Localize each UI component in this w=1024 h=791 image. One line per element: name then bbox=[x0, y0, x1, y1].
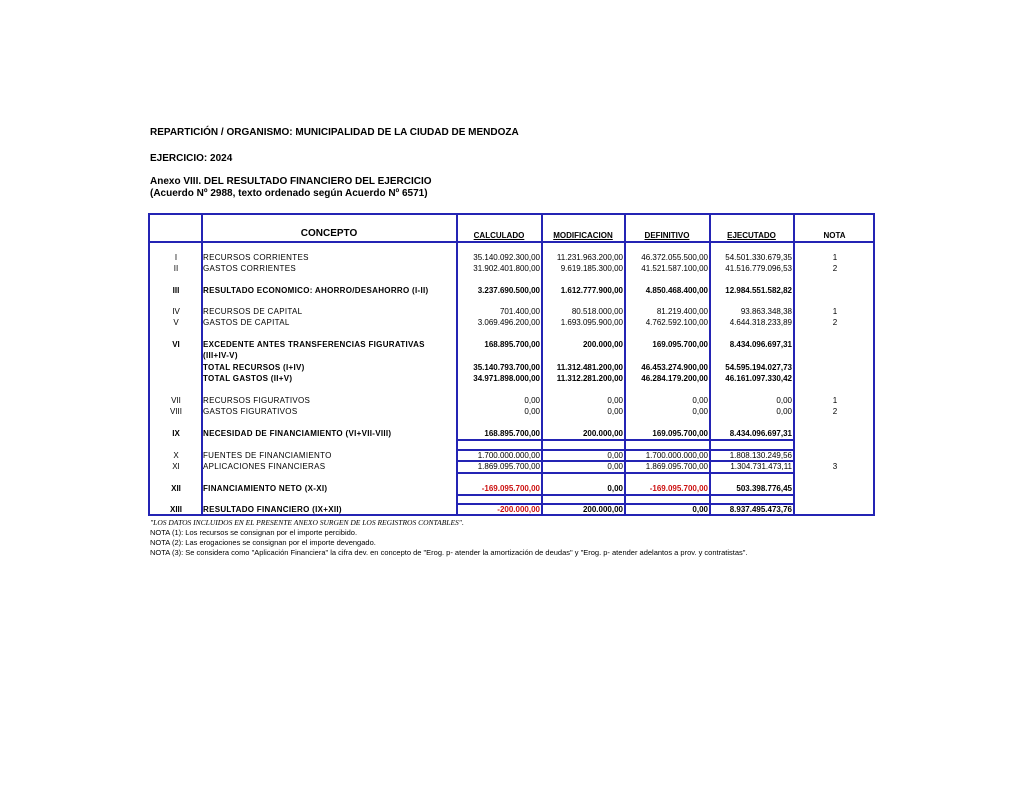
cell-border bbox=[710, 460, 793, 462]
cell-border bbox=[710, 514, 793, 516]
cell-def: -169.095.700,00 bbox=[649, 484, 708, 493]
nota-2: NOTA (2): Las erogaciones se consignan por el importe devengado. bbox=[150, 538, 376, 547]
cell-calc: 0,00 bbox=[524, 396, 540, 405]
row-numeral: IX bbox=[172, 429, 180, 438]
cell-def: 1.700.000.000,00 bbox=[645, 451, 708, 460]
cell-calc: 0,00 bbox=[524, 407, 540, 416]
modificacion-header: MODIFICACION bbox=[553, 231, 613, 240]
table-row bbox=[150, 374, 873, 386]
table-row bbox=[150, 351, 873, 363]
cell-border bbox=[710, 494, 793, 496]
cell-def: 169.095.700,00 bbox=[652, 429, 708, 438]
row-concept: FINANCIAMIENTO NETO (X-XI) bbox=[203, 484, 328, 493]
cell-mod: 200.000,00 bbox=[582, 505, 623, 514]
row-numeral: X bbox=[173, 451, 179, 460]
nota-1: NOTA (1): Los recursos se consignan por el importe percibido. bbox=[150, 528, 358, 537]
cell-def: 0,00 bbox=[692, 407, 708, 416]
cell-eje: 4.644.318.233,89 bbox=[729, 318, 792, 327]
cell-border bbox=[625, 514, 709, 516]
cell-border bbox=[457, 439, 541, 441]
cell-eje: 0,00 bbox=[776, 407, 792, 416]
row-numeral: V bbox=[173, 318, 179, 327]
cell-border bbox=[625, 472, 709, 474]
definitivo-header: DEFINITIVO bbox=[644, 231, 690, 240]
calculado-header: CALCULADO bbox=[473, 231, 525, 240]
cell-border bbox=[625, 460, 709, 462]
cell-calc: 35.140.793.700,00 bbox=[473, 363, 540, 372]
cell-border bbox=[542, 439, 624, 441]
cell-border bbox=[457, 460, 541, 462]
cell-nota: 3 bbox=[832, 462, 838, 471]
cell-mod: 9.619.185.300,00 bbox=[560, 264, 623, 273]
cell-border bbox=[542, 514, 624, 516]
cell-border bbox=[625, 494, 709, 496]
notes-disclaimer: "LOS DATOS INCLUIDOS EN EL PRESENTE ANEXO SURGEN DE LOS REGISTROS CONTABLES". bbox=[150, 518, 464, 527]
cell-mod: 11.312.281.200,00 bbox=[556, 374, 623, 383]
cell-def: 4.762.592.100,00 bbox=[645, 318, 708, 327]
header-separator bbox=[150, 241, 873, 243]
cell-border bbox=[625, 439, 709, 441]
row-concept: RECURSOS DE CAPITAL bbox=[203, 307, 303, 316]
organismo-heading: REPARTICIÓN / ORGANISMO: MUNICIPALIDAD DE LA CIUDAD DE MENDOZA bbox=[150, 127, 519, 138]
cell-border bbox=[542, 472, 624, 474]
cell-mod: 0,00 bbox=[607, 407, 623, 416]
row-numeral: VI bbox=[172, 340, 180, 349]
cell-border bbox=[542, 449, 624, 451]
ejercicio-heading: EJERCICIO: 2024 bbox=[150, 153, 233, 164]
financial-result-table bbox=[148, 213, 875, 516]
row-concept: RECURSOS CORRIENTES bbox=[203, 253, 309, 262]
row-concept: APLICACIONES FINANCIERAS bbox=[203, 462, 326, 471]
cell-border bbox=[625, 503, 709, 505]
row-concept: (III+IV-V) bbox=[203, 351, 238, 360]
cell-eje: 46.161.097.330,42 bbox=[725, 374, 792, 383]
cell-def: 46.372.055.500,00 bbox=[641, 253, 708, 262]
cell-border bbox=[457, 503, 541, 505]
row-concept: GASTOS FIGURATIVOS bbox=[203, 407, 298, 416]
row-concept: GASTOS DE CAPITAL bbox=[203, 318, 290, 327]
cell-mod: 11.231.963.200,00 bbox=[556, 253, 623, 262]
cell-calc: 1.700.000.000,00 bbox=[477, 451, 540, 460]
cell-def: 41.521.587.100,00 bbox=[641, 264, 708, 273]
cell-nota: 2 bbox=[832, 407, 838, 416]
cell-border bbox=[542, 503, 624, 505]
row-numeral: VIII bbox=[169, 407, 182, 416]
cell-mod: 80.518.000,00 bbox=[571, 307, 623, 316]
cell-mod: 11.312.481.200,00 bbox=[556, 363, 623, 372]
cell-eje: 54.595.194.027,73 bbox=[725, 363, 792, 372]
cell-calc: 701.400,00 bbox=[499, 307, 540, 316]
cell-eje: 54.501.330.679,35 bbox=[725, 253, 792, 262]
cell-border bbox=[457, 472, 541, 474]
cell-eje: 93.863.348,38 bbox=[740, 307, 792, 316]
cell-mod: 0,00 bbox=[607, 462, 623, 471]
row-concept: GASTOS CORRIENTES bbox=[203, 264, 296, 273]
cell-eje: 12.984.551.582,82 bbox=[725, 286, 792, 295]
row-concept: NECESIDAD DE FINANCIAMIENTO (VI+VII-VIII) bbox=[203, 429, 392, 438]
cell-mod: 1.693.095.900,00 bbox=[560, 318, 623, 327]
row-numeral: XII bbox=[171, 484, 181, 493]
row-numeral: II bbox=[173, 264, 179, 273]
cell-mod: 0,00 bbox=[607, 396, 623, 405]
cell-eje: 1.304.731.473,11 bbox=[730, 462, 792, 471]
row-numeral: VII bbox=[171, 396, 181, 405]
cell-calc: 34.971.898.000,00 bbox=[473, 374, 540, 383]
table-row bbox=[150, 407, 873, 419]
cell-calc: 3.237.690.500,00 bbox=[477, 286, 540, 295]
cell-def: 46.284.179.200,00 bbox=[641, 374, 708, 383]
cell-eje: 8.434.096.697,31 bbox=[729, 429, 792, 438]
cell-eje: 8.434.096.697,31 bbox=[729, 340, 792, 349]
table-row bbox=[150, 286, 873, 298]
cell-eje: 1.808.130.249,56 bbox=[729, 451, 792, 460]
cell-calc: 35.140.092.300,00 bbox=[473, 253, 540, 262]
cell-eje: 0,00 bbox=[776, 396, 792, 405]
cell-def: 81.219.400,00 bbox=[656, 307, 708, 316]
row-concept: RESULTADO ECONOMICO: AHORRO/DESAHORRO (I-II) bbox=[203, 286, 429, 295]
cell-calc: 31.902.401.800,00 bbox=[473, 264, 540, 273]
cell-mod: 0,00 bbox=[607, 484, 623, 493]
row-numeral: III bbox=[172, 286, 180, 295]
acuerdo-subtitle: (Acuerdo Nº 2988, texto ordenado según Acuerdo Nº 6571) bbox=[150, 188, 428, 199]
cell-def: 169.095.700,00 bbox=[652, 340, 708, 349]
cell-nota: 2 bbox=[832, 318, 838, 327]
cell-mod: 200.000,00 bbox=[582, 429, 623, 438]
concepto-header: CONCEPTO bbox=[300, 228, 358, 239]
table-row bbox=[150, 318, 873, 330]
cell-border bbox=[710, 439, 793, 441]
cell-border bbox=[542, 460, 624, 462]
cell-calc: 3.069.496.200,00 bbox=[477, 318, 540, 327]
cell-calc: -200.000,00 bbox=[497, 505, 540, 514]
table-row bbox=[150, 264, 873, 276]
row-numeral: XI bbox=[172, 462, 180, 471]
row-concept: RESULTADO FINANCIERO (IX+XII) bbox=[203, 505, 342, 514]
cell-mod: 200.000,00 bbox=[582, 340, 623, 349]
cell-mod: 1.612.777.900,00 bbox=[560, 286, 623, 295]
row-concept: RECURSOS FIGURATIVOS bbox=[203, 396, 311, 405]
nota-3: NOTA (3): Se considera como "Aplicación Financiera" la cifra dev. en concepto de "Erog. p- atender la amortización de deudas" y "Erog. p- atender adelantos a prov. y contratistas". bbox=[150, 548, 748, 557]
cell-def: 4.850.468.400,00 bbox=[645, 286, 708, 295]
cell-nota: 1 bbox=[832, 307, 838, 316]
row-numeral: IV bbox=[172, 307, 180, 316]
row-numeral: I bbox=[174, 253, 178, 262]
row-concept: TOTAL RECURSOS (I+IV) bbox=[203, 363, 305, 372]
cell-border bbox=[457, 494, 541, 496]
row-numeral: XIII bbox=[169, 505, 182, 514]
row-concept: TOTAL GASTOS (II+V) bbox=[203, 374, 293, 383]
anexo-title: Anexo VIII. DEL RESULTADO FINANCIERO DEL EJERCICIO bbox=[150, 176, 432, 187]
cell-eje: 41.516.779.096,53 bbox=[725, 264, 792, 273]
cell-def: 0,00 bbox=[692, 396, 708, 405]
cell-border bbox=[457, 514, 541, 516]
cell-calc: 168.895.700,00 bbox=[484, 340, 540, 349]
cell-nota: 2 bbox=[832, 264, 838, 273]
cell-border bbox=[457, 449, 541, 451]
notes-section bbox=[150, 518, 748, 558]
cell-border bbox=[710, 503, 793, 505]
cell-calc: 1.869.095.700,00 bbox=[477, 462, 540, 471]
cell-calc: 168.895.700,00 bbox=[484, 429, 540, 438]
cell-nota: 1 bbox=[832, 253, 838, 262]
cell-mod: 0,00 bbox=[607, 451, 623, 460]
nota-header: NOTA bbox=[823, 231, 846, 240]
cell-border bbox=[625, 449, 709, 451]
cell-def: 1.869.095.700,00 bbox=[645, 462, 708, 471]
row-concept: FUENTES DE FINANCIAMIENTO bbox=[203, 451, 332, 460]
cell-def: 0,00 bbox=[692, 505, 708, 514]
cell-eje: 503.398.776,45 bbox=[736, 484, 792, 493]
cell-def: 46.453.274.900,00 bbox=[641, 363, 708, 372]
ejecutado-header: EJECUTADO bbox=[727, 231, 776, 240]
cell-border bbox=[710, 472, 793, 474]
cell-calc: -169.095.700,00 bbox=[481, 484, 540, 493]
cell-border bbox=[710, 449, 793, 451]
cell-eje: 8.937.495.473,76 bbox=[729, 505, 792, 514]
cell-border bbox=[542, 494, 624, 496]
cell-nota: 1 bbox=[832, 396, 838, 405]
row-concept: EXCEDENTE ANTES TRANSFERENCIAS FIGURATIVAS bbox=[203, 340, 425, 349]
